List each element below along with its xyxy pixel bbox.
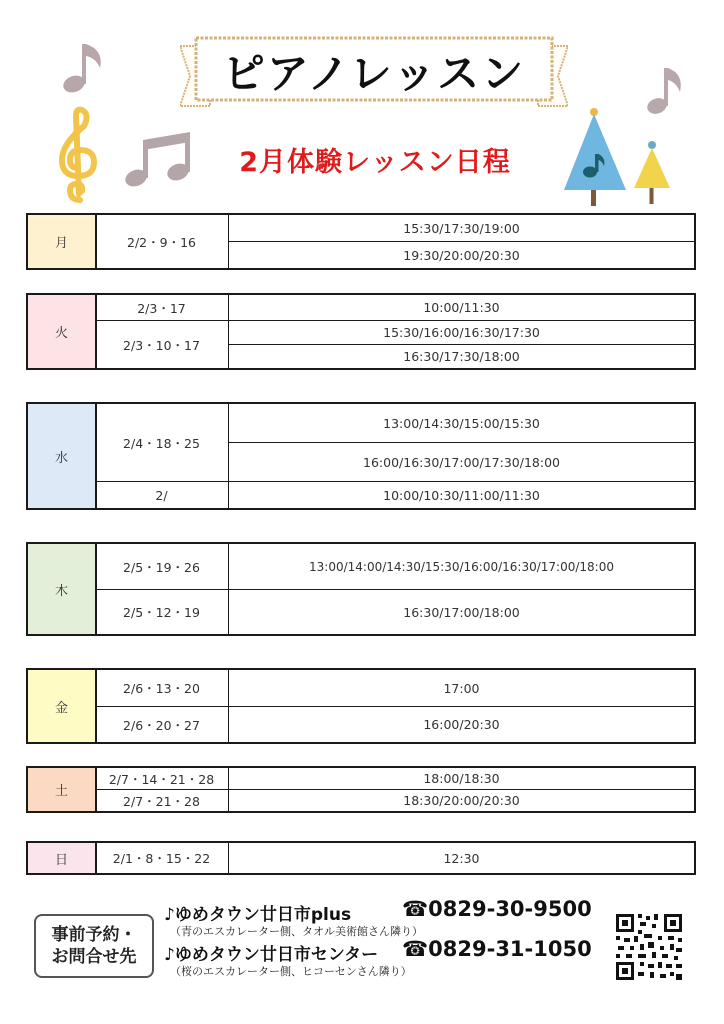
times-cell: 16:30/17:00/18:00	[403, 604, 520, 620]
times-cell: 13:00/14:30/15:00/15:30	[383, 415, 540, 431]
times-cell: 12:30	[443, 850, 480, 866]
treble-clef-icon	[52, 104, 104, 204]
dates-cell: 2/	[95, 482, 229, 508]
dates-cell: 2/6・20・27	[95, 707, 229, 742]
dates-cell: 2/4・18・25	[95, 404, 229, 481]
store-note-plus: （青のエスカレーター側、タオル美術館さん隣り）	[170, 925, 423, 938]
dates-cell: 2/5・19・26	[95, 544, 229, 589]
phone-center[interactable]: ☎0829-31-1050	[402, 937, 592, 961]
page-subtitle: 2月体験レッスン日程	[239, 147, 511, 178]
times-cell: 15:30/16:00/16:30/17:30	[383, 325, 540, 340]
contact-label-box	[34, 914, 154, 978]
times-cell: 15:30/17:30/19:00	[403, 220, 520, 236]
dates-cell: 2/2・9・16	[95, 215, 229, 268]
day-label-friday: 金	[28, 670, 97, 742]
dates-cell: 2/3・10・17	[95, 321, 229, 368]
schedule-table-sunday	[26, 841, 696, 875]
schedule-table-saturday	[26, 766, 696, 813]
blue-tree-icon	[560, 106, 632, 210]
times-cell: 16:30/17:30/18:00	[403, 349, 520, 364]
beamed-notes-icon	[122, 128, 196, 192]
day-label-sunday: 日	[28, 843, 97, 873]
music-note-icon	[60, 38, 110, 96]
schedule-table-thursday	[26, 542, 696, 636]
times-cell: 19:30/20:00/20:30	[403, 247, 520, 263]
dates-cell: 2/3・17	[95, 295, 229, 320]
dates-cell: 2/7・14・21・28	[95, 768, 229, 789]
contact-label-line2: お問合せ先	[51, 947, 137, 967]
store-name-center: ♪ゆめタウン廿日市センター	[164, 945, 379, 965]
phone-plus[interactable]: ☎0829-30-9500	[402, 897, 592, 921]
dates-cell: 2/7・21・28	[95, 790, 229, 811]
times-cell: 16:00/16:30/17:00/17:30/18:00	[363, 454, 560, 470]
times-cell: 10:00/11:30	[423, 300, 500, 315]
day-label-monday: 月	[28, 215, 97, 268]
schedule-table-wednesday	[26, 402, 696, 510]
store-name-plus: ♪ゆめタウン廿日市plus	[164, 905, 352, 925]
times-cell: 17:00	[443, 680, 480, 696]
schedule-table-monday	[26, 213, 696, 270]
schedule-table-friday	[26, 668, 696, 744]
day-label-saturday: 土	[28, 768, 97, 811]
times-cell: 13:00/14:00/14:30/15:30/16:00/16:30/17:00/18:00	[309, 559, 614, 574]
contact-label-line1: 事前予約・	[51, 924, 137, 945]
day-label-wednesday: 水	[28, 404, 97, 508]
dates-cell: 2/1・8・15・22	[95, 843, 229, 873]
times-cell: 10:00/10:30/11:00/11:30	[383, 487, 540, 503]
times-cell: 16:00/20:30	[423, 717, 500, 732]
times-cell: 18:30/20:00/20:30	[403, 793, 520, 808]
page-title: ピアノレッスン	[222, 49, 526, 98]
yellow-tree-icon	[630, 140, 674, 208]
dates-cell: 2/6・13・20	[95, 670, 229, 706]
times-cell: 18:00/18:30	[423, 771, 500, 786]
schedule-table-tuesday	[26, 293, 696, 370]
qr-code-icon[interactable]	[614, 912, 684, 982]
store-note-center: （桜のエスカレーター側、ヒコーセンさん隣り）	[170, 965, 412, 978]
music-note-icon	[644, 64, 688, 118]
day-label-thursday: 木	[28, 544, 97, 634]
day-label-tuesday: 火	[28, 295, 97, 368]
dates-cell: 2/5・12・19	[95, 590, 229, 634]
